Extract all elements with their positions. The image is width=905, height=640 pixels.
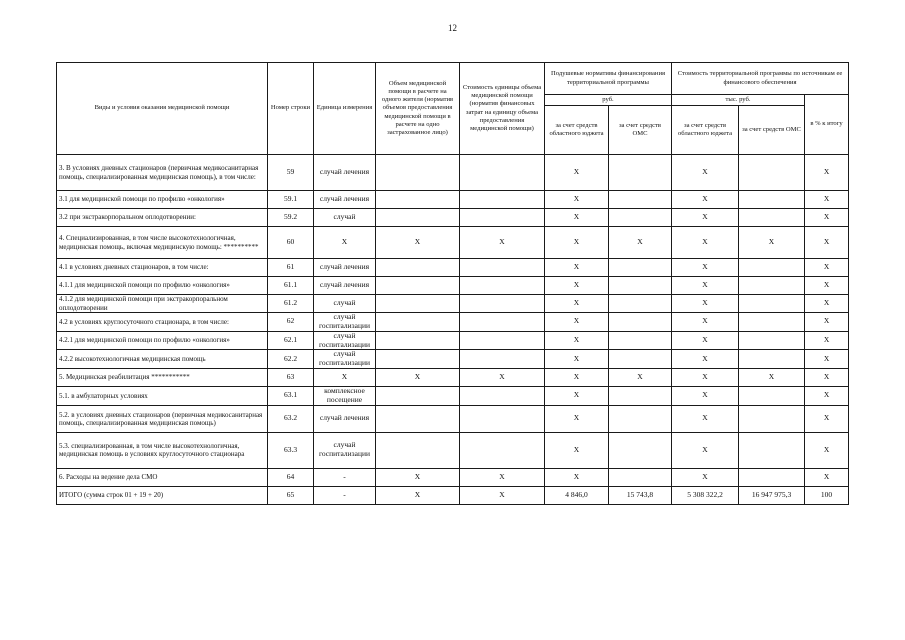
total-oms-cell: X — [739, 369, 805, 387]
per-capita-oms-cell — [609, 277, 672, 295]
row-number: 62.2 — [268, 350, 314, 369]
per-capita-budget-cell: X — [545, 277, 609, 295]
total-oms-cell — [739, 432, 805, 468]
row-unit: случай госпитализации — [314, 331, 376, 350]
table-row — [57, 405, 849, 432]
row-name: 5.1. в амбулаторных условиях — [57, 387, 268, 406]
header-unit-thous-rub: тыс. руб. — [672, 95, 805, 106]
volume-cell: X — [376, 468, 460, 486]
unit-cost-cell — [460, 259, 545, 277]
row-number: 61 — [268, 259, 314, 277]
percent-cell: X — [805, 227, 849, 259]
row-name: 4.1.1 для медицинской помощи по профилю «онкология» — [57, 277, 268, 295]
volume-cell — [376, 350, 460, 369]
unit-cost-cell — [460, 209, 545, 227]
row-unit: случай госпитализации — [314, 313, 376, 332]
total-oms-cell — [739, 331, 805, 350]
unit-cost-cell — [460, 155, 545, 191]
program-cost-table — [56, 62, 849, 505]
row-number: 63 — [268, 369, 314, 387]
table-row — [57, 155, 849, 191]
unit-cost-cell: X — [460, 227, 545, 259]
row-name: 3. В условиях дневных стационаров (первичная медикосанитарная помощь, специализированная медицинская помощь), в том числе: — [57, 155, 268, 191]
total-oms-cell — [739, 155, 805, 191]
header-name: Виды и условия оказания медицинской помощи — [57, 63, 268, 155]
unit-cost-cell — [460, 313, 545, 332]
volume-cell: X — [376, 369, 460, 387]
total-oms-cell — [739, 277, 805, 295]
header-regional-budget-total: за счет средств областного юджета — [672, 106, 739, 155]
volume-cell — [376, 155, 460, 191]
per-capita-oms-cell — [609, 432, 672, 468]
row-name: 5.2. в условиях дневных стационаров (первичная медикосанитарная помощь, специализированная медицинская помощь) — [57, 405, 268, 432]
row-unit: случай лечения — [314, 259, 376, 277]
volume-cell — [376, 209, 460, 227]
total-oms-cell — [739, 295, 805, 313]
volume-cell — [376, 387, 460, 406]
percent-cell: X — [805, 387, 849, 406]
table-row — [57, 331, 849, 350]
percent-cell: X — [805, 191, 849, 209]
header-percent: в % к итогу — [805, 95, 849, 155]
total-budget-cell: X — [672, 295, 739, 313]
table-row — [57, 486, 849, 504]
per-capita-oms-cell — [609, 405, 672, 432]
row-number: 62.1 — [268, 331, 314, 350]
row-unit: X — [314, 369, 376, 387]
table-row — [57, 277, 849, 295]
row-name: 3.2 при экстракорпоральном оплодотворении: — [57, 209, 268, 227]
header-unit-rub: руб. — [545, 95, 672, 106]
row-unit: случай госпитализации — [314, 350, 376, 369]
row-number: 61.2 — [268, 295, 314, 313]
page-number: 12 — [448, 23, 457, 33]
percent-cell: X — [805, 369, 849, 387]
total-oms-cell — [739, 405, 805, 432]
volume-cell — [376, 331, 460, 350]
volume-cell — [376, 405, 460, 432]
row-unit: случай госпитализации — [314, 432, 376, 468]
volume-cell — [376, 277, 460, 295]
percent-cell: X — [805, 331, 849, 350]
total-budget-cell: X — [672, 259, 739, 277]
per-capita-oms-cell — [609, 313, 672, 332]
header-total-cost-group: Стоимость территориальной программы по источникам ее финансового обеспечения — [672, 63, 849, 95]
row-unit: случай — [314, 295, 376, 313]
table-row — [57, 350, 849, 369]
row-unit: случай лечения — [314, 191, 376, 209]
table-row — [57, 259, 849, 277]
row-number: 60 — [268, 227, 314, 259]
percent-cell: X — [805, 350, 849, 369]
total-budget-cell: X — [672, 331, 739, 350]
per-capita-budget-cell: X — [545, 387, 609, 406]
total-budget-cell: X — [672, 227, 739, 259]
percent-cell: X — [805, 432, 849, 468]
header-unit: Единица измерения — [314, 63, 376, 155]
header-regional-budget: за счет средств областного юджета — [545, 106, 609, 155]
per-capita-oms-cell: X — [609, 227, 672, 259]
row-number: 59.1 — [268, 191, 314, 209]
total-oms-cell — [739, 387, 805, 406]
row-unit: - — [314, 486, 376, 504]
row-number: 63.1 — [268, 387, 314, 406]
row-name: 4.2.1 для медицинской помощи по профилю «онкология» — [57, 331, 268, 350]
header-oms: за счет средств ОМС — [609, 106, 672, 155]
percent-cell: X — [805, 155, 849, 191]
per-capita-oms-cell — [609, 209, 672, 227]
per-capita-oms-cell — [609, 191, 672, 209]
per-capita-oms-cell — [609, 259, 672, 277]
total-budget-cell: X — [672, 432, 739, 468]
total-oms-cell: X — [739, 227, 805, 259]
percent-cell: X — [805, 277, 849, 295]
unit-cost-cell — [460, 405, 545, 432]
table-row — [57, 227, 849, 259]
row-name: 4.2 в условиях круглосуточного стационара, в том числе: — [57, 313, 268, 332]
percent-cell: X — [805, 405, 849, 432]
table-row — [57, 295, 849, 313]
volume-cell — [376, 313, 460, 332]
total-budget-cell: X — [672, 369, 739, 387]
per-capita-budget-cell: X — [545, 405, 609, 432]
row-unit: X — [314, 227, 376, 259]
total-oms-cell: 16 947 975,3 — [739, 486, 805, 504]
volume-cell — [376, 295, 460, 313]
per-capita-budget-cell: X — [545, 155, 609, 191]
table-row — [57, 313, 849, 332]
table-row — [57, 468, 849, 486]
percent-cell: X — [805, 468, 849, 486]
total-oms-cell — [739, 313, 805, 332]
row-unit: случай лечения — [314, 405, 376, 432]
total-budget-cell: X — [672, 155, 739, 191]
unit-cost-cell: X — [460, 369, 545, 387]
volume-cell — [376, 432, 460, 468]
total-budget-cell: X — [672, 350, 739, 369]
total-budget-cell: 5 308 322,2 — [672, 486, 739, 504]
unit-cost-cell — [460, 387, 545, 406]
row-number: 59 — [268, 155, 314, 191]
unit-cost-cell — [460, 432, 545, 468]
per-capita-budget-cell: X — [545, 350, 609, 369]
row-name: 6. Расходы на ведение дела СМО — [57, 468, 268, 486]
per-capita-budget-cell: X — [545, 369, 609, 387]
row-number: 62 — [268, 313, 314, 332]
header-unit-cost: Стоимость единицы объема медицинской помощи (норматив финансовых затрат на единицу объема предоставления медицинской помощи) — [460, 63, 545, 155]
unit-cost-cell — [460, 295, 545, 313]
unit-cost-cell: X — [460, 468, 545, 486]
per-capita-oms-cell — [609, 155, 672, 191]
header-row-number: Номер строки — [268, 63, 314, 155]
volume-cell: X — [376, 227, 460, 259]
table-body — [57, 155, 849, 505]
total-oms-cell — [739, 468, 805, 486]
row-name: 3.1 для медицинской помощи по профилю «онкология» — [57, 191, 268, 209]
unit-cost-cell — [460, 191, 545, 209]
row-number: 64 — [268, 468, 314, 486]
row-name: 4.1.2 для медицинской помощи при экстракорпоральном оплодотворении — [57, 295, 268, 313]
per-capita-oms-cell — [609, 387, 672, 406]
unit-cost-cell — [460, 350, 545, 369]
unit-cost-cell — [460, 331, 545, 350]
row-number: 59.2 — [268, 209, 314, 227]
per-capita-budget-cell: X — [545, 468, 609, 486]
table-row — [57, 209, 849, 227]
row-unit: случай лечения — [314, 155, 376, 191]
table-row — [57, 191, 849, 209]
per-capita-budget-cell: X — [545, 313, 609, 332]
per-capita-oms-cell — [609, 468, 672, 486]
total-budget-cell: X — [672, 313, 739, 332]
per-capita-budget-cell: X — [545, 227, 609, 259]
per-capita-oms-cell — [609, 331, 672, 350]
total-budget-cell: X — [672, 405, 739, 432]
row-unit: случай — [314, 209, 376, 227]
per-capita-oms-cell — [609, 295, 672, 313]
header-oms-total: за счет средств ОМС — [739, 106, 805, 155]
row-name: 5.3. специализированная, в том числе высокотехнологичная, медицинская помощь в условиях круглосуточного стационара — [57, 432, 268, 468]
row-number: 61.1 — [268, 277, 314, 295]
total-budget-cell: X — [672, 277, 739, 295]
total-oms-cell — [739, 350, 805, 369]
percent-cell: X — [805, 259, 849, 277]
table-row — [57, 432, 849, 468]
volume-cell: X — [376, 486, 460, 504]
unit-cost-cell — [460, 277, 545, 295]
total-oms-cell — [739, 209, 805, 227]
percent-cell: X — [805, 295, 849, 313]
total-budget-cell: X — [672, 387, 739, 406]
header-per-capita-group: Подушевые нормативы финансирования территориальной программы — [545, 63, 672, 95]
row-name: 5. Медицинская реабилитация *********** — [57, 369, 268, 387]
row-number: 63.3 — [268, 432, 314, 468]
row-unit: комплексное посещение — [314, 387, 376, 406]
row-name: ИТОГО (сумма строк 01 + 19 + 20) — [57, 486, 268, 504]
row-number: 63.2 — [268, 405, 314, 432]
header-volume: Объем медицинской помощи в расчете на одного жителя (норматив объемов предоставления медицинской помощи в расчете на одно застрахованное лицо) — [376, 63, 460, 155]
per-capita-budget-cell: X — [545, 432, 609, 468]
table-row — [57, 387, 849, 406]
total-oms-cell — [739, 191, 805, 209]
volume-cell — [376, 259, 460, 277]
row-unit: - — [314, 468, 376, 486]
percent-cell: 100 — [805, 486, 849, 504]
percent-cell: X — [805, 209, 849, 227]
per-capita-budget-cell: X — [545, 259, 609, 277]
per-capita-budget-cell: X — [545, 191, 609, 209]
unit-cost-cell: X — [460, 486, 545, 504]
row-unit: случай лечения — [314, 277, 376, 295]
volume-cell — [376, 191, 460, 209]
total-budget-cell: X — [672, 209, 739, 227]
per-capita-budget-cell: 4 846,0 — [545, 486, 609, 504]
total-budget-cell: X — [672, 468, 739, 486]
per-capita-budget-cell: X — [545, 209, 609, 227]
row-name: 4.1 в условиях дневных стационаров, в том числе: — [57, 259, 268, 277]
per-capita-oms-cell: X — [609, 369, 672, 387]
per-capita-oms-cell: 15 743,8 — [609, 486, 672, 504]
percent-cell: X — [805, 313, 849, 332]
table-row — [57, 369, 849, 387]
total-budget-cell: X — [672, 191, 739, 209]
row-number: 65 — [268, 486, 314, 504]
row-name: 4.2.2 высокотехнологичная медицинская помощь — [57, 350, 268, 369]
per-capita-budget-cell: X — [545, 331, 609, 350]
per-capita-oms-cell — [609, 350, 672, 369]
total-oms-cell — [739, 259, 805, 277]
row-name: 4. Специализированная, в том числе высокотехнологичная, медицинская помощь, включая медицинскую помощь: ********** — [57, 227, 268, 259]
per-capita-budget-cell: X — [545, 295, 609, 313]
